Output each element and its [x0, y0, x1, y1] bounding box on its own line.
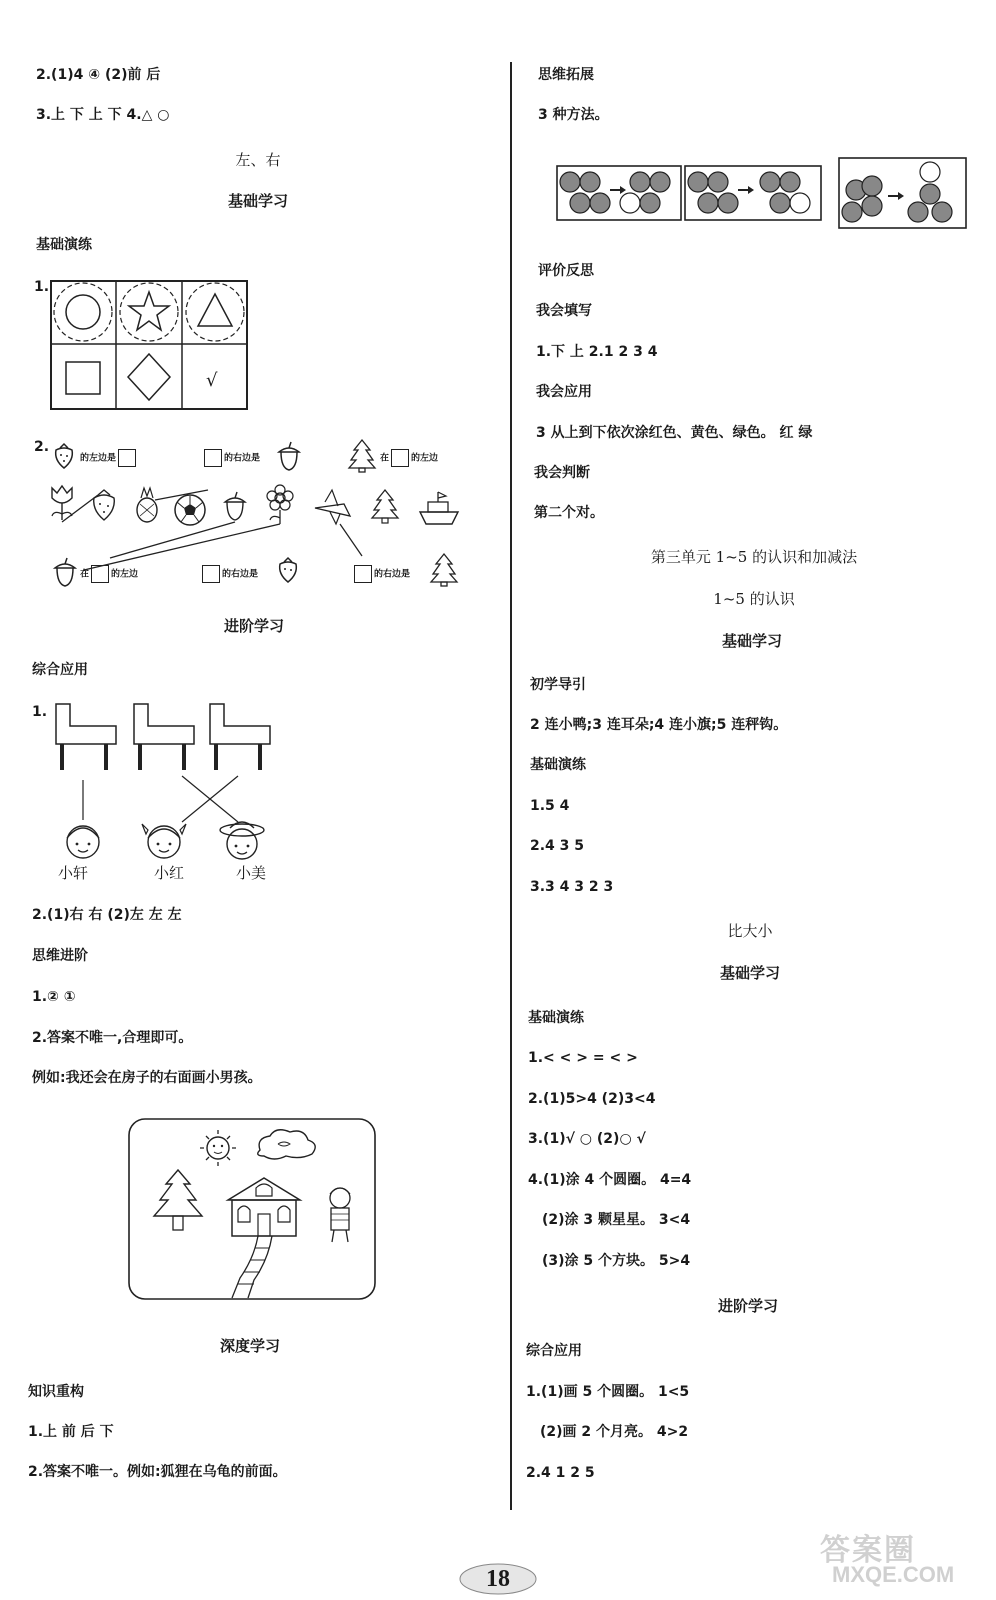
subheading: 初学导引	[530, 677, 586, 693]
label-text: 在	[380, 453, 390, 464]
answer-line: 2.答案不唯一。例如:狐狸在乌龟的前面。	[28, 1464, 287, 1480]
answer-line: 2.(1)5>4 (2)3<4	[528, 1091, 656, 1107]
label-text: 的左边是	[80, 453, 117, 464]
boat-icon	[420, 492, 458, 524]
answer-line: 2.(1)4 ④ (2)前 后	[36, 67, 161, 83]
path-icon	[232, 1236, 272, 1298]
tree-icon	[372, 490, 398, 523]
answer-line: (3)涂 5 个方块。 5>4	[542, 1253, 691, 1269]
label-text: 在	[80, 569, 90, 580]
label-text: 的右边是	[222, 569, 259, 580]
kid-name: 小轩	[58, 864, 89, 882]
page-number	[458, 1562, 538, 1596]
answer-line: 1.下 上 2.1 2 3 4	[536, 344, 658, 360]
answer-line: 2 连小鸭;3 连耳朵;4 连小旗;5 连秤钩。	[530, 717, 788, 733]
answer-box	[118, 449, 136, 467]
three-methods-figure	[556, 156, 968, 232]
chair-icon	[210, 704, 270, 770]
tree-icon	[348, 438, 376, 472]
answer-line: 2.(1)右 右 (2)左 左 左	[32, 907, 182, 923]
answer-box	[91, 565, 109, 583]
subheading: 知识重构	[28, 1384, 84, 1400]
label-text: 的右边是	[224, 453, 261, 464]
heading-advanced: 进阶学习	[717, 1297, 779, 1315]
subheading: 我会判断	[534, 465, 590, 481]
page-number-text: 18	[486, 1566, 510, 1592]
subheading: 基础演练	[530, 757, 586, 773]
answer-line: 3.3 4 3 2 3	[530, 879, 614, 895]
subheading: 思维拓展	[538, 67, 594, 83]
cloud-icon	[258, 1130, 315, 1159]
subheading: 基础演练	[528, 1010, 584, 1026]
flower-icon	[267, 485, 293, 524]
strawberry-icon	[52, 442, 76, 470]
girl-face-icon	[142, 824, 186, 858]
answer-line: 2.4 3 5	[530, 838, 585, 854]
heading-deep: 深度学习	[219, 1337, 281, 1355]
answer-line: 1.< < > = < >	[528, 1050, 638, 1066]
tree-icon	[154, 1170, 202, 1230]
boy-face-icon	[67, 826, 99, 858]
section-title: 比大小	[727, 922, 773, 940]
subheading: 综合应用	[526, 1343, 582, 1359]
answer-line: (2)画 2 个月亮。 4>2	[540, 1424, 689, 1440]
question-number: 2.	[34, 439, 50, 455]
sun-icon	[200, 1130, 236, 1166]
answer-box	[202, 565, 220, 583]
question-number: 1.	[34, 279, 50, 295]
answer-line: 1.② ①	[32, 989, 76, 1005]
answer-box	[204, 449, 222, 467]
answer-line: 3 从上到下依次涂红色、黄色、绿色。 红 绿	[536, 425, 813, 441]
answer-box	[354, 565, 372, 583]
subheading: 思维进阶	[32, 948, 88, 964]
kid-name: 小红	[154, 864, 185, 882]
house-icon	[228, 1178, 300, 1236]
chair-icon	[56, 704, 116, 770]
heading-basic: 基础学习	[227, 192, 289, 210]
acorn-icon	[225, 492, 245, 520]
soccer-ball-icon	[175, 495, 205, 525]
answer-line: 第二个对。	[534, 505, 604, 521]
subheading: 我会填写	[536, 303, 592, 319]
strawberry-icon	[94, 490, 115, 520]
subheading: 评价反思	[538, 263, 594, 279]
girl-hat-face-icon	[220, 822, 264, 859]
kid-name: 小美	[236, 864, 267, 882]
boy-figure-icon	[330, 1188, 350, 1242]
pineapple-icon	[137, 488, 157, 522]
answer-line: 1.(1)画 5 个圆圈。 1<5	[526, 1384, 690, 1400]
acorn-icon	[276, 440, 302, 472]
acorn-icon	[52, 556, 78, 588]
house-drawing-figure	[128, 1118, 378, 1302]
chair-icon	[134, 704, 194, 770]
tree-icon	[430, 552, 458, 586]
strawberry-icon	[276, 556, 300, 584]
answer-line: 1.5 4	[530, 798, 570, 814]
subheading: 综合应用	[32, 662, 88, 678]
answer-line: 例如:我还会在房子的右面画小男孩。	[32, 1070, 262, 1086]
answer-line: 3 种方法。	[538, 107, 609, 123]
label-text: 的左边	[411, 453, 439, 464]
section-title: 左、右	[235, 151, 281, 169]
tulip-icon	[52, 486, 72, 520]
watermark-url: MXQE.COM	[832, 1562, 955, 1587]
column-divider	[510, 62, 512, 1510]
answer-line: 2.答案不唯一,合理即可。	[32, 1030, 193, 1046]
section-title: 1~5 的认识	[713, 590, 795, 608]
answer-line: 3.上 下 上 下 4.△ ○	[36, 107, 170, 123]
watermark-logo: 答案圈	[820, 1534, 916, 1567]
check-mark: √	[206, 370, 218, 391]
chairs-kids-figure	[48, 700, 288, 870]
subheading: 我会应用	[536, 384, 592, 400]
answer-line: 4.(1)涂 4 个圆圈。 4=4	[528, 1172, 692, 1188]
answer-line: (2)涂 3 颗星星。 3<4	[542, 1212, 691, 1228]
heading-basic: 基础学习	[721, 632, 783, 650]
subheading: 基础演练	[36, 237, 92, 253]
answer-line: 1.上 前 后 下	[28, 1424, 114, 1440]
label-text: 的右边是	[374, 569, 411, 580]
heading-advanced: 进阶学习	[223, 617, 285, 635]
unit-title: 第三单元 1~5 的认识和加减法	[650, 548, 858, 566]
answer-line: 3.(1)√ ○ (2)○ √	[528, 1131, 646, 1147]
label-text: 的左边	[111, 569, 139, 580]
answer-box	[391, 449, 409, 467]
heading-basic: 基础学习	[719, 964, 781, 982]
shapes-grid-figure	[50, 280, 250, 412]
answer-line: 2.4 1 2 5	[526, 1465, 595, 1481]
airplane-icon	[315, 490, 350, 524]
question-number: 1.	[32, 704, 48, 720]
